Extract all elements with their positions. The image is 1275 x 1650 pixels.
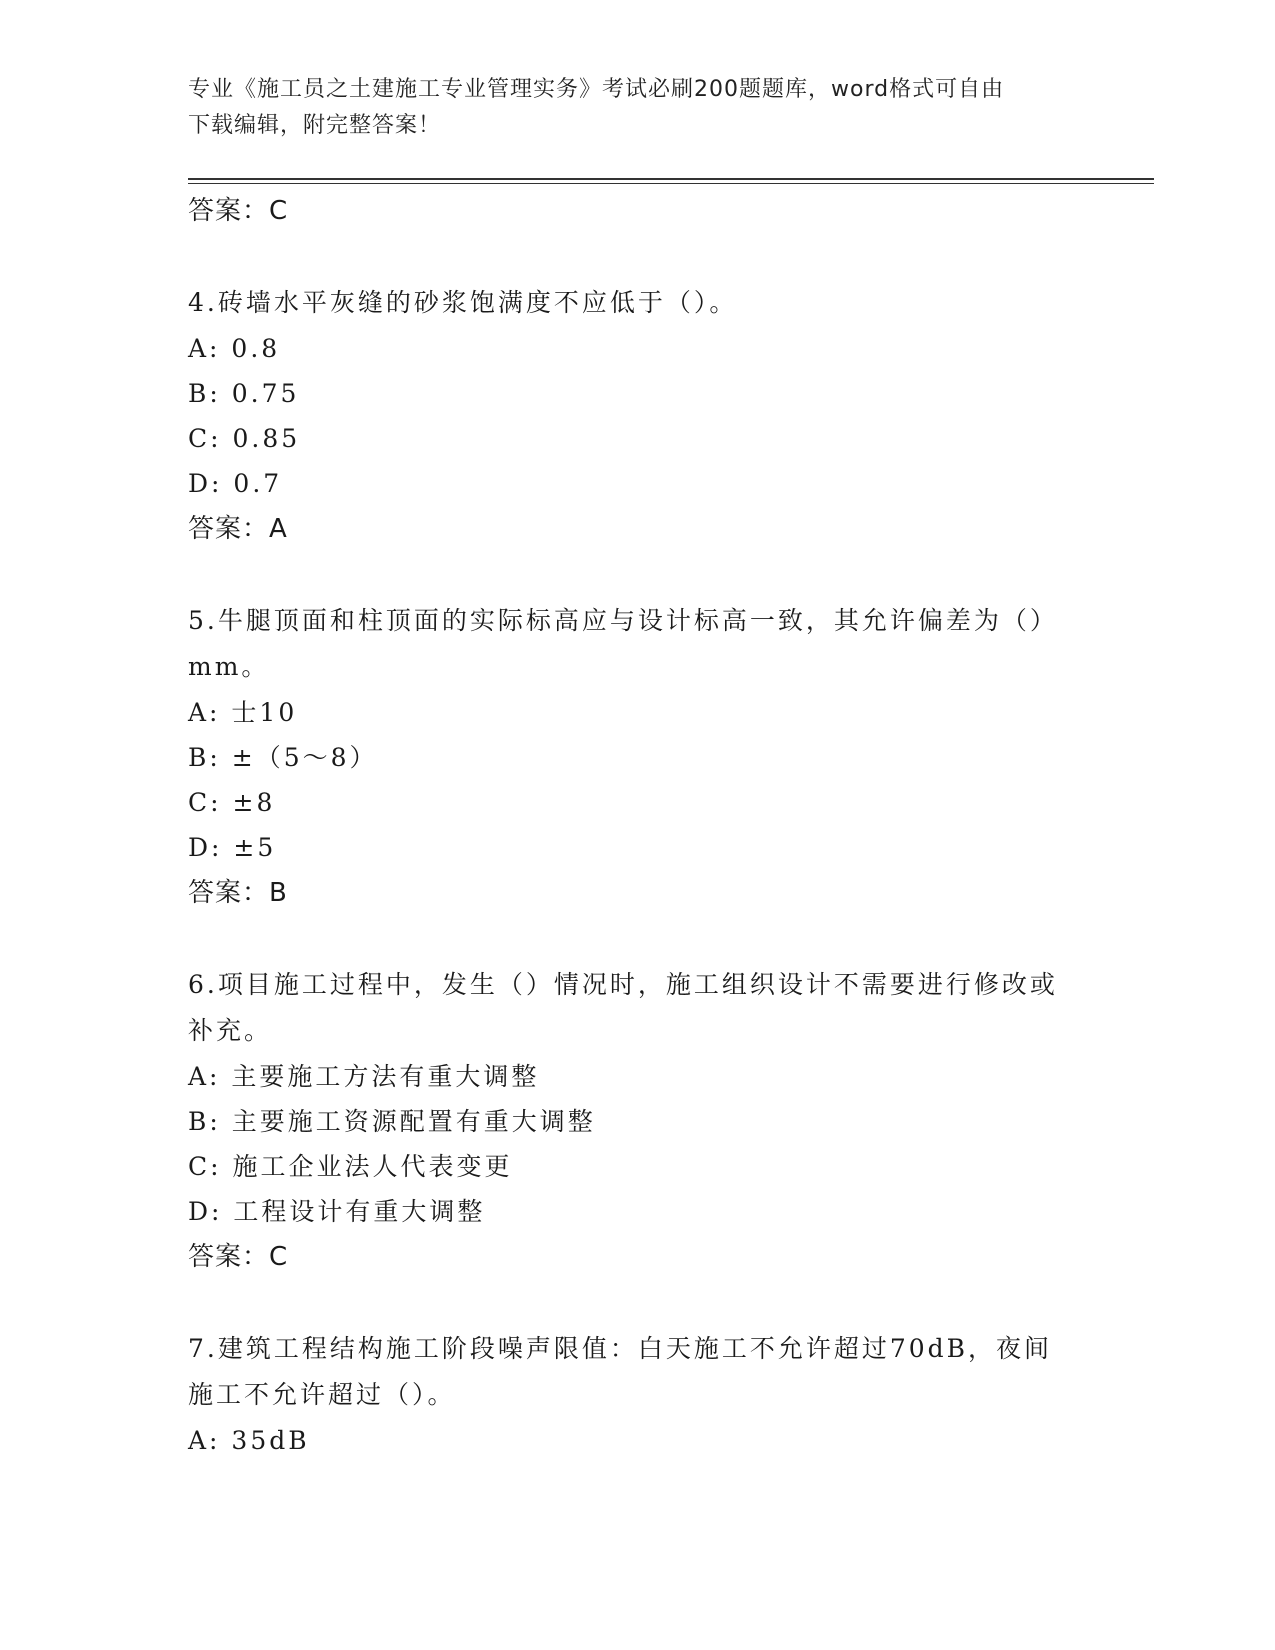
option-a: A: 士10 bbox=[188, 698, 298, 727]
question-6 bbox=[188, 962, 1068, 1280]
spacer bbox=[188, 552, 1068, 598]
document-body bbox=[188, 188, 1068, 1463]
header-line-2: 下载编辑，附完整答案！ bbox=[188, 113, 442, 138]
spacer bbox=[188, 234, 1068, 280]
question-text: 6.项目施工过程中，发生（）情况时，施工组织设计不需要进行修改或补充。 bbox=[188, 970, 1058, 1045]
question-text: 7.建筑工程结构施工阶段噪声限值：白天施工不允许超过70dB，夜间施工不允许超过（）。 bbox=[188, 1334, 1053, 1409]
option-b: B: ±（5～8） bbox=[188, 743, 378, 772]
header-rule-thick bbox=[188, 178, 1154, 180]
option-d: D: 0.7 bbox=[188, 469, 283, 498]
option-c: C: 施工企业法人代表变更 bbox=[188, 1152, 513, 1181]
answer-line: 答案：A bbox=[188, 514, 288, 544]
previous-answer: 答案：C bbox=[188, 196, 289, 226]
option-c: C: 0.85 bbox=[188, 424, 301, 453]
option-d: D: 工程设计有重大调整 bbox=[188, 1197, 486, 1226]
question-text: 4.砖墙水平灰缝的砂浆饱满度不应低于（）。 bbox=[188, 288, 738, 317]
question-text: 5.牛腿顶面和柱顶面的实际标高应与设计标高一致，其允许偏差为（）mm。 bbox=[188, 606, 1058, 681]
question-7 bbox=[188, 1326, 1068, 1463]
document-header bbox=[188, 72, 1068, 144]
question-4 bbox=[188, 280, 1068, 552]
option-d: D: ±5 bbox=[188, 833, 277, 862]
answer-line: 答案：B bbox=[188, 878, 288, 908]
option-b: B: 主要施工资源配置有重大调整 bbox=[188, 1107, 596, 1136]
option-c: C: ±8 bbox=[188, 788, 276, 817]
answer-line: 答案：C bbox=[188, 1242, 289, 1272]
spacer bbox=[188, 916, 1068, 962]
option-a: A: 0.8 bbox=[188, 334, 281, 363]
header-rule-thin bbox=[188, 183, 1154, 184]
option-b: B: 0.75 bbox=[188, 379, 300, 408]
option-a: A: 主要施工方法有重大调整 bbox=[188, 1062, 540, 1091]
question-5 bbox=[188, 598, 1068, 916]
header-line-1: 专业《施工员之土建施工专业管理实务》考试必刷200题题库，word格式可自由 bbox=[188, 77, 1005, 102]
spacer bbox=[188, 1280, 1068, 1326]
option-a: A: 35dB bbox=[188, 1426, 310, 1455]
